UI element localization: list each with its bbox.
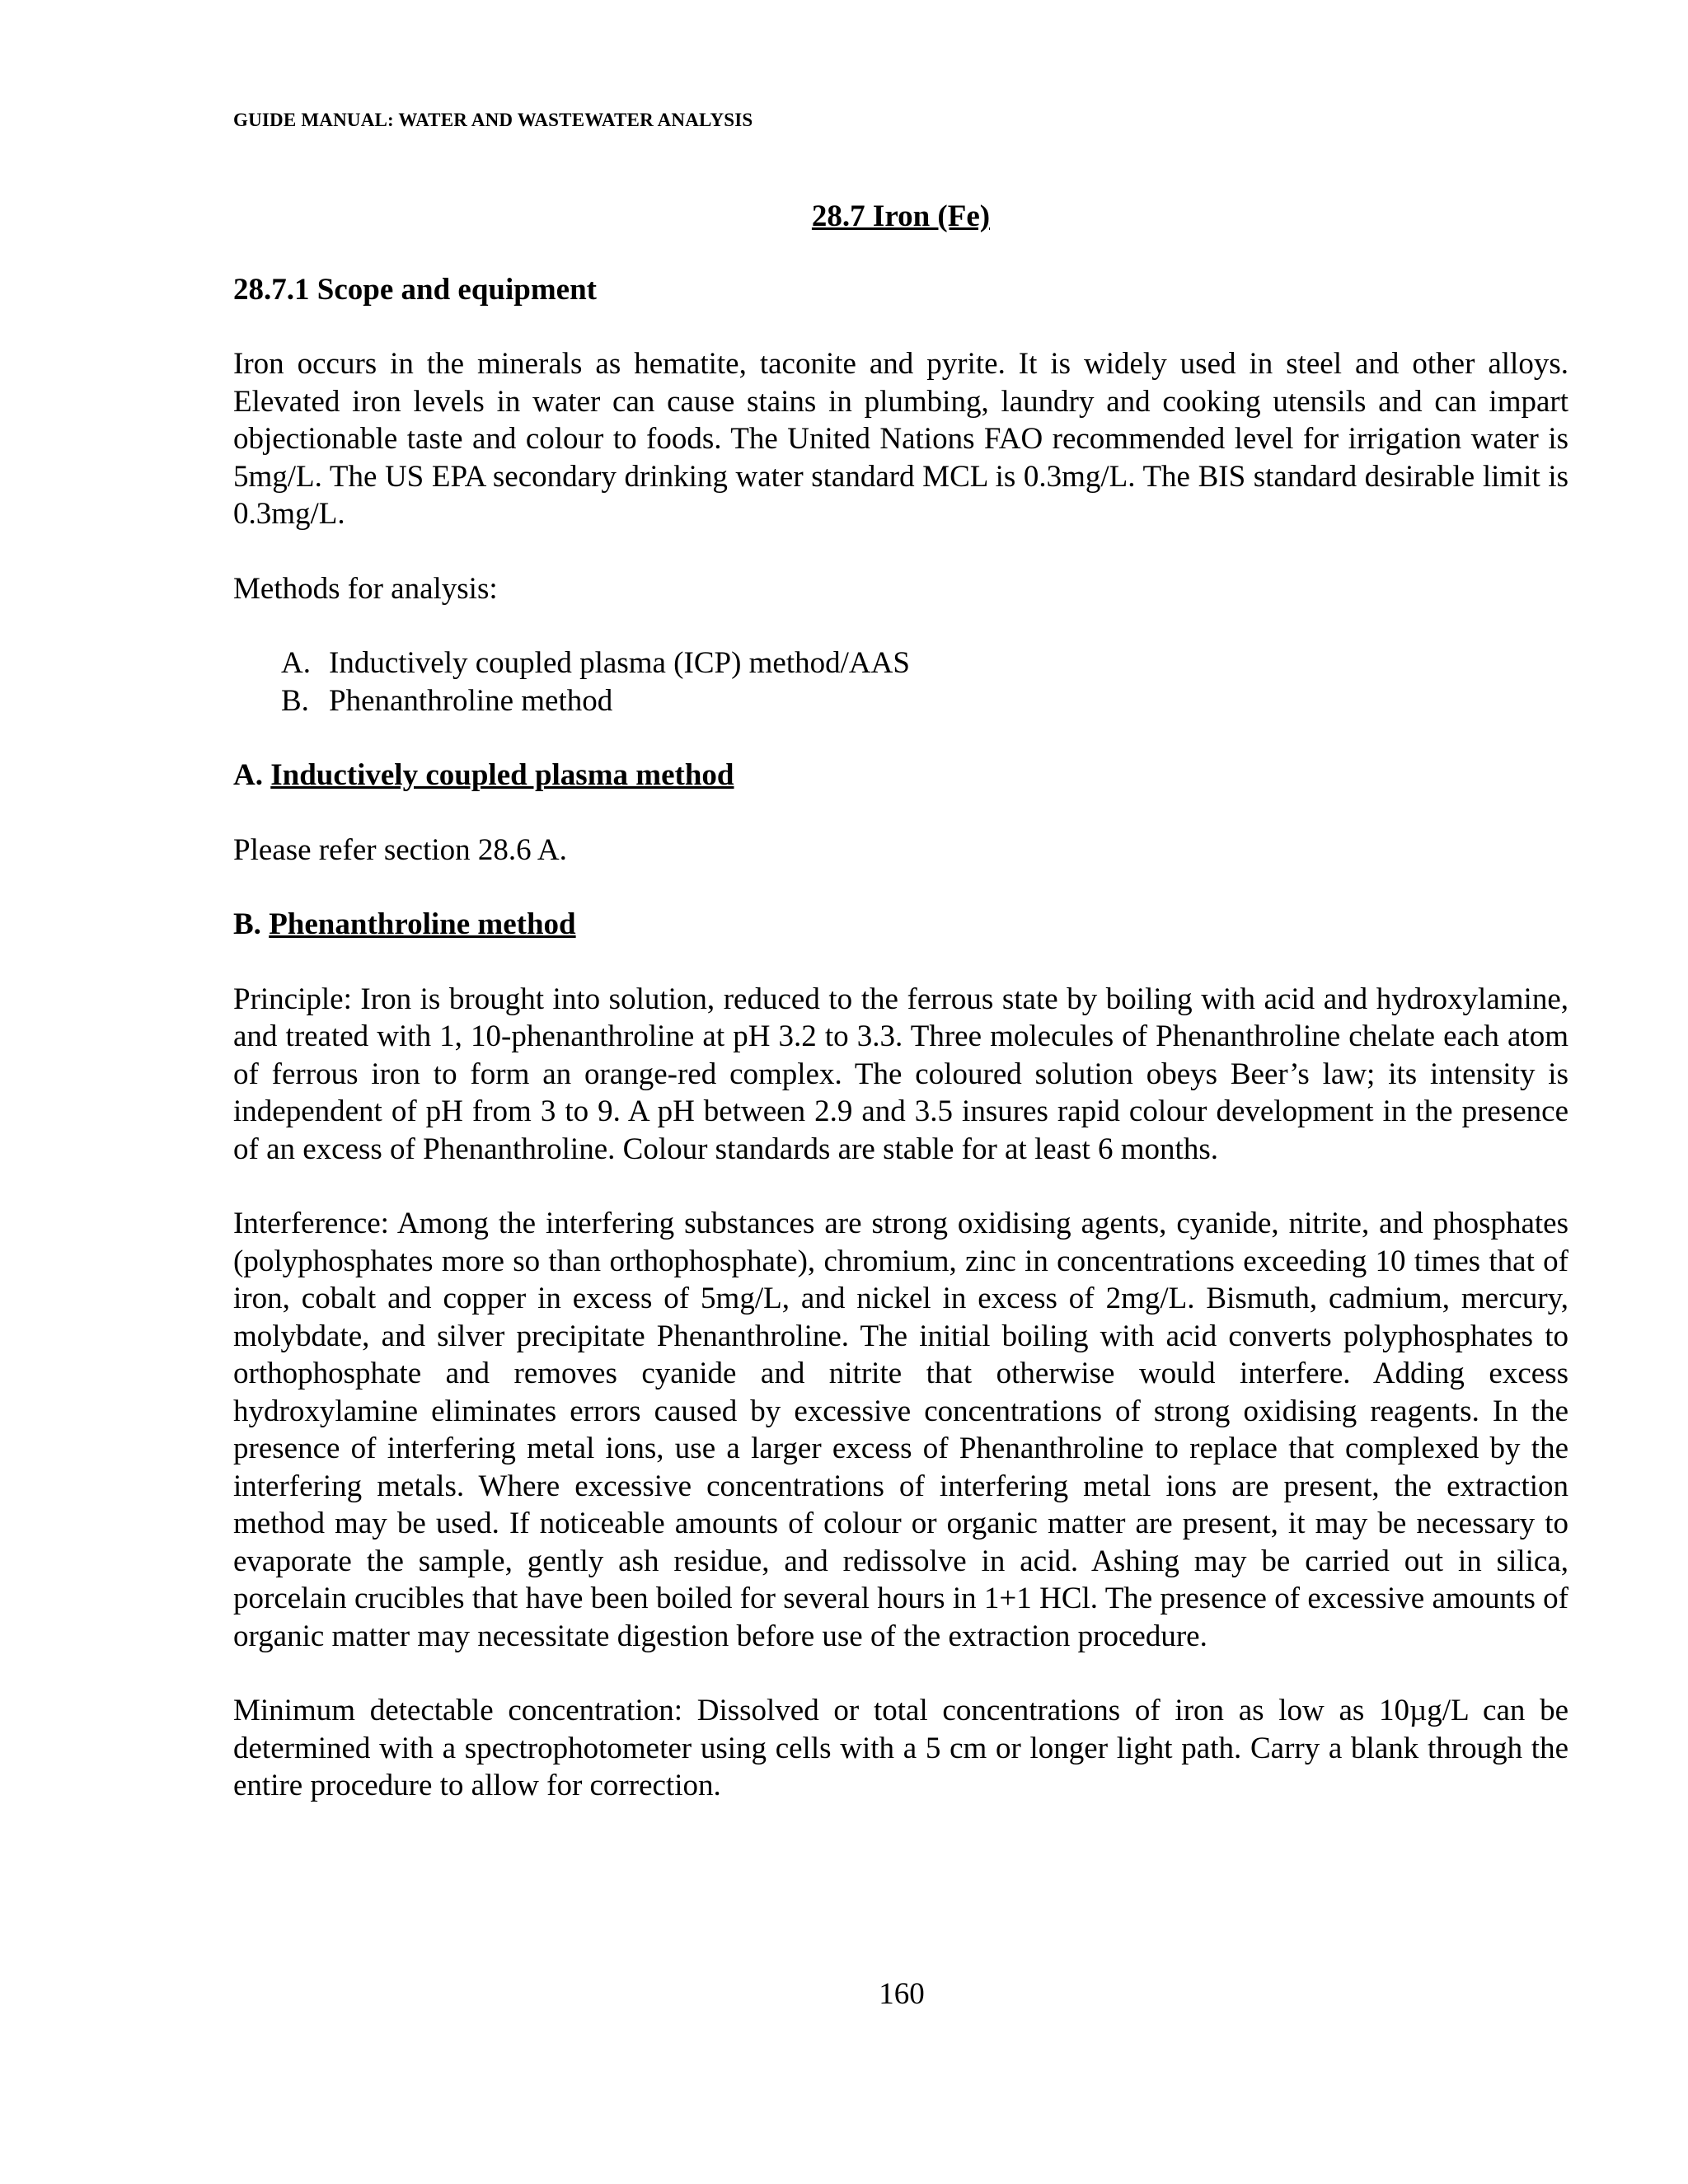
methods-intro: Methods for analysis: — [233, 571, 498, 606]
minimum-detectable-paragraph: Minimum detectable concentration: Dissolved or total concentrations of iron as low as 10µg/L can be determined with a spectrophotometer using cells with a 5 cm or longer light path. Carry a blank through the entire procedure to allow for correction. — [233, 1694, 1568, 1802]
methods-list — [233, 644, 1568, 719]
method-b-prefix: B. — [233, 907, 261, 941]
intro-paragraph: Iron occurs in the minerals as hematite, taconite and pyrite. It is widely used in steel and other alloys. Elevated iron levels in water can cause stains in plumbing, laundry and cooking utensils and can impart objectionable taste and colour to foods. The United Nations FAO recommended level for irrigation water is 5mg/L. The US EPA secondary drinking water standard MCL is 0.3mg/L. The BIS standard desirable limit is 0.3mg/L. — [233, 347, 1568, 531]
running-header: GUIDE MANUAL: WATER AND WASTEWATER ANALYSIS — [233, 110, 753, 130]
list-marker: A. — [281, 646, 311, 680]
page-content — [233, 198, 1568, 1842]
list-item-label: Phenanthroline method — [329, 683, 613, 718]
method-a-heading — [233, 757, 1568, 794]
method-a-name: Inductively coupled plasma method — [270, 758, 734, 792]
method-b-name: Phenanthroline method — [269, 907, 576, 941]
principle-paragraph: Principle: Iron is brought into solution, reduced to the ferrous state by boiling with acid and hydroxylamine, and treated with 1, 10-phenanthroline at pH 3.2 to 3.3. Three molecules of Phenanthroline chelate each atom of ferrous iron to form an orange-red complex. The coloured solution obeys Beer’s law; its intensity is independent of pH from 3 to 9. A pH between 2.9 and 3.5 insures rapid colour development in the presence of an excess of Phenanthroline. Colour standards are stable for at least 6 months. — [233, 982, 1568, 1166]
list-item — [281, 682, 1568, 720]
method-b-heading — [233, 906, 1568, 944]
interference-paragraph: Interference: Among the interfering substances are strong oxidising agents, cyanide, nitrite, and phosphates (polyphosphates more so than orthophosphate), chromium, zinc in concentrations exceeding 10 times that of iron, cobalt and copper in excess of 5mg/L, and nickel in excess of 2mg/L. Bismuth, cadmium, mercury, molybdate, and silver precipitate Phenanthroline. The initial boiling with acid converts polyphosphates to orthophosphate and removes cyanide and nitrite that otherwise would interfere. Adding excess hydroxylamine eliminates errors caused by excessive concentrations of strong oxidising reagents. In the presence of interfering metal ions, use a larger excess of Phenanthroline to replace that complexed by the interfering metals. Where excessive concentrations of interfering metal ions are present, the extraction method may be used. If noticeable amounts of colour or organic matter are present, it may be necessary to evaporate the sample, gently ash residue, and redissolve in acid. Ashing may be carried out in silica, porcelain crucibles that have been boiled for several hours in 1+1 HCl. The presence of excessive amounts of organic matter may necessitate digestion before use of the extraction procedure. — [233, 1207, 1568, 1653]
list-item-label: Inductively coupled plasma (ICP) method/AAS — [329, 646, 910, 680]
list-marker: B. — [281, 683, 309, 718]
method-a-prefix: A. — [233, 758, 263, 792]
page-number: 160 — [879, 1977, 925, 2011]
section-title: 28.7 Iron (Fe) — [811, 199, 991, 233]
list-item — [281, 644, 1568, 682]
method-a-text: Please refer section 28.6 A. — [233, 832, 567, 867]
subsection-title: 28.7.1 Scope and equipment — [233, 272, 597, 307]
